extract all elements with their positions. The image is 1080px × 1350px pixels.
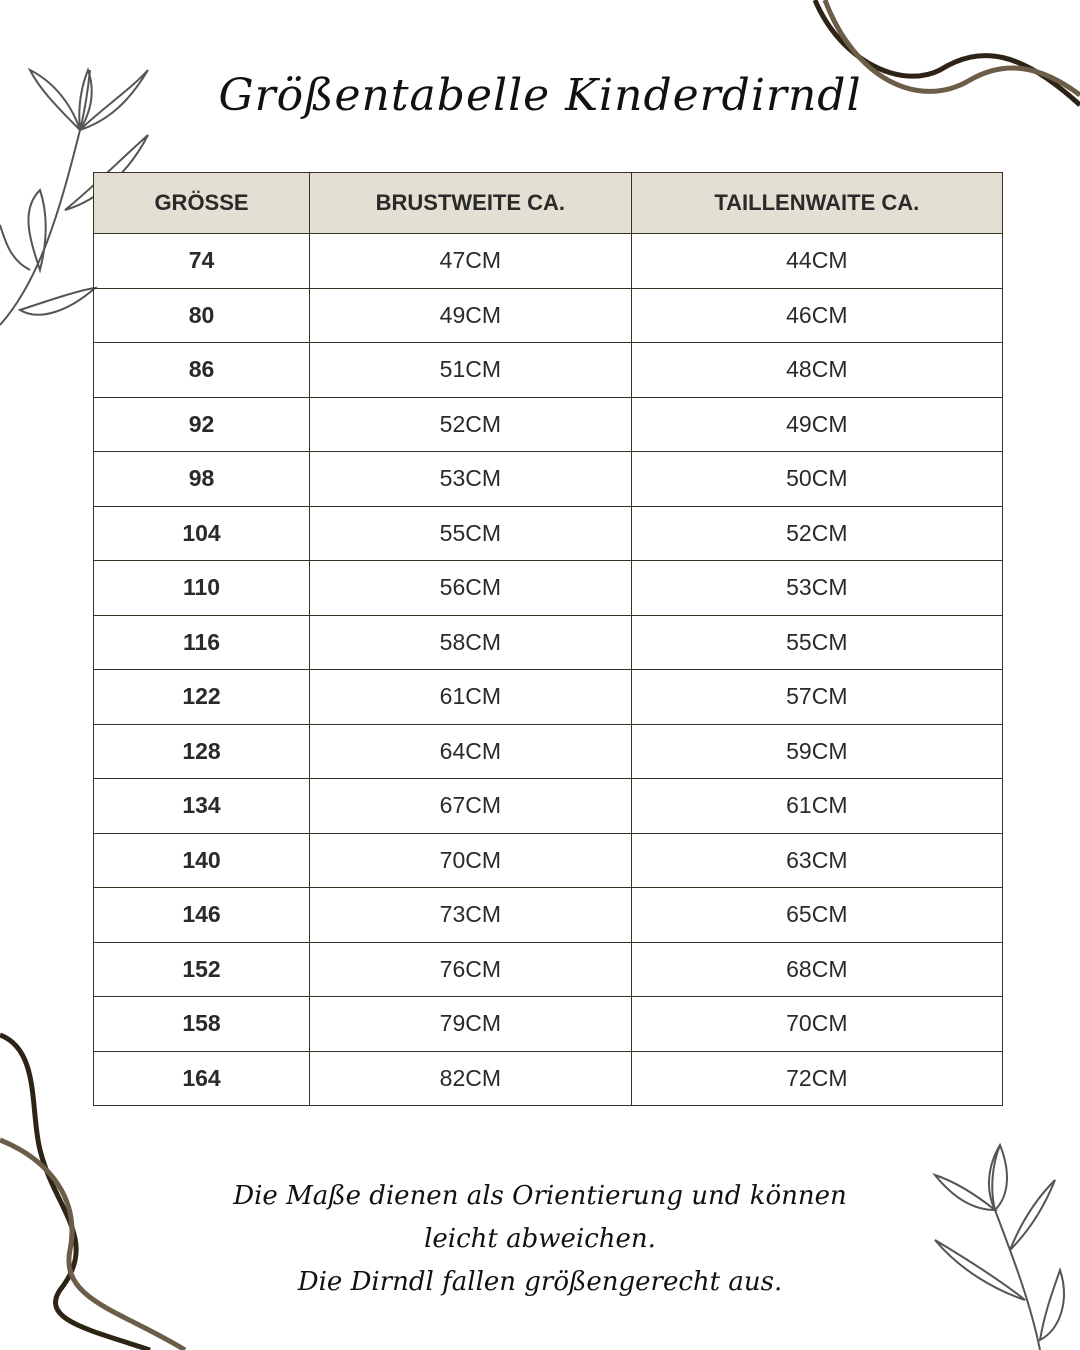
cell-chest: 79CM [310, 997, 632, 1052]
cell-chest: 73CM [310, 888, 632, 943]
cell-size: 152 [94, 942, 310, 997]
page-title: Größentabelle Kinderdirndl [218, 70, 862, 121]
cell-size: 146 [94, 888, 310, 943]
cell-waist: 50CM [631, 452, 1002, 507]
cell-waist: 53CM [631, 561, 1002, 616]
column-header-size: GRÖSSE [94, 173, 310, 234]
table-row [94, 1051, 1003, 1106]
cell-size: 140 [94, 833, 310, 888]
cell-size: 98 [94, 452, 310, 507]
table-row [94, 779, 1003, 834]
table-row [94, 452, 1003, 507]
cell-size: 80 [94, 288, 310, 343]
table-row [94, 833, 1003, 888]
footnote-line: leicht abweichen. [424, 1224, 656, 1254]
cell-chest: 56CM [310, 561, 632, 616]
size-table [93, 172, 1003, 1106]
cell-chest: 76CM [310, 942, 632, 997]
cell-chest: 58CM [310, 615, 632, 670]
table-row [94, 288, 1003, 343]
cell-waist: 68CM [631, 942, 1002, 997]
cell-size: 74 [94, 234, 310, 289]
cell-waist: 63CM [631, 833, 1002, 888]
cell-chest: 47CM [310, 234, 632, 289]
cell-waist: 55CM [631, 615, 1002, 670]
cell-chest: 52CM [310, 397, 632, 452]
cell-chest: 70CM [310, 833, 632, 888]
column-header-chest: BRUSTWEITE CA. [310, 173, 632, 234]
footnote [0, 1175, 1080, 1304]
table-row [94, 343, 1003, 398]
table-row [94, 561, 1003, 616]
footnote-line: Die Dirndl fallen größengerecht aus. [297, 1267, 783, 1297]
cell-chest: 64CM [310, 724, 632, 779]
table-row [94, 506, 1003, 561]
table-row [94, 615, 1003, 670]
cell-chest: 61CM [310, 670, 632, 725]
cell-size: 92 [94, 397, 310, 452]
table-row [94, 724, 1003, 779]
column-header-waist: TAILLENWAITE CA. [631, 173, 1002, 234]
cell-waist: 49CM [631, 397, 1002, 452]
cell-size: 104 [94, 506, 310, 561]
cell-chest: 82CM [310, 1051, 632, 1106]
cell-waist: 59CM [631, 724, 1002, 779]
cell-size: 164 [94, 1051, 310, 1106]
cell-waist: 70CM [631, 997, 1002, 1052]
cell-chest: 49CM [310, 288, 632, 343]
cell-waist: 57CM [631, 670, 1002, 725]
cell-size: 122 [94, 670, 310, 725]
cell-waist: 44CM [631, 234, 1002, 289]
cell-chest: 55CM [310, 506, 632, 561]
cell-chest: 67CM [310, 779, 632, 834]
footnote-line: Die Maße dienen als Orientierung und können [233, 1181, 847, 1211]
cell-chest: 53CM [310, 452, 632, 507]
cell-size: 128 [94, 724, 310, 779]
table-row [94, 670, 1003, 725]
cell-waist: 48CM [631, 343, 1002, 398]
table-row [94, 397, 1003, 452]
cell-waist: 52CM [631, 506, 1002, 561]
cell-waist: 65CM [631, 888, 1002, 943]
table-header-row [94, 173, 1003, 234]
cell-waist: 61CM [631, 779, 1002, 834]
table-row [94, 942, 1003, 997]
table-body [94, 234, 1003, 1106]
table-row [94, 234, 1003, 289]
cell-size: 158 [94, 997, 310, 1052]
cell-size: 134 [94, 779, 310, 834]
cell-chest: 51CM [310, 343, 632, 398]
table-row [94, 888, 1003, 943]
cell-size: 110 [94, 561, 310, 616]
cell-waist: 72CM [631, 1051, 1002, 1106]
table-row [94, 997, 1003, 1052]
cell-waist: 46CM [631, 288, 1002, 343]
cell-size: 86 [94, 343, 310, 398]
cell-size: 116 [94, 615, 310, 670]
